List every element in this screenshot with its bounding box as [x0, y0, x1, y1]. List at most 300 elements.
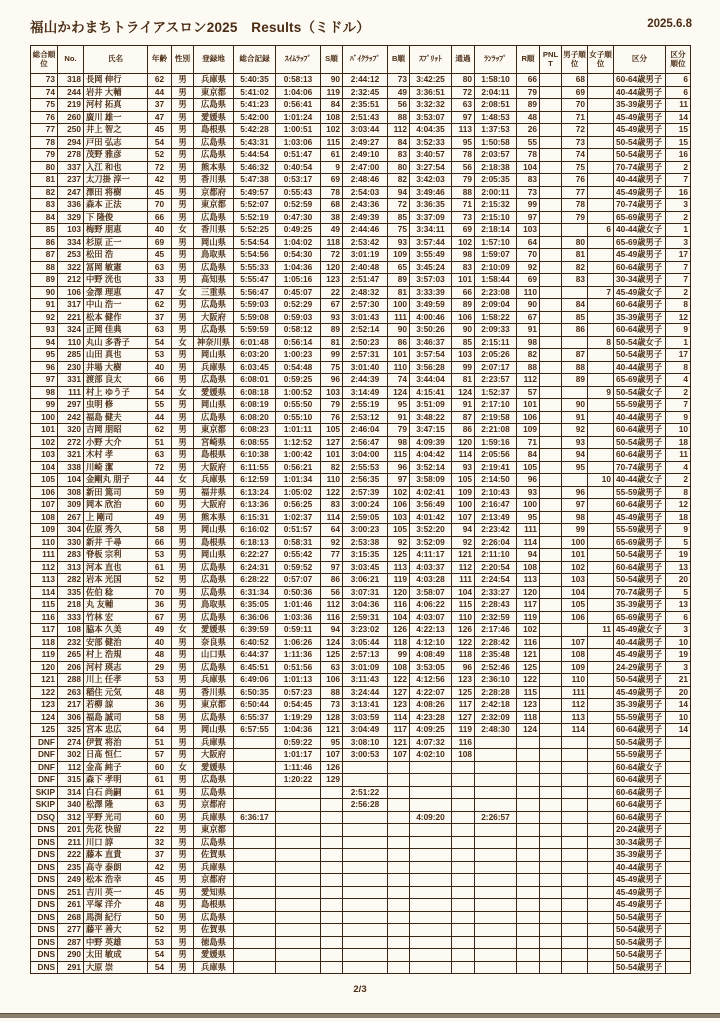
cell [588, 561, 614, 574]
cell [517, 899, 540, 912]
cell: 116 [31, 611, 58, 624]
cell: 3:42:03 [410, 174, 452, 187]
cell: 男 [172, 774, 194, 787]
cell: 88 [321, 686, 343, 699]
cell: 5:43:31 [234, 136, 276, 149]
cell [588, 524, 614, 537]
cell: 0:59:11 [276, 624, 321, 637]
cell: 50-54歳男子 [614, 574, 666, 587]
table-row [31, 661, 691, 674]
cell: 3:05:44 [343, 636, 388, 649]
cell: 55-59歳男子 [614, 486, 666, 499]
cell: 5:54:54 [234, 236, 276, 249]
cell: 22 [321, 286, 343, 299]
cell: 東京都 [194, 86, 234, 99]
column-header: 氏名 [84, 46, 148, 74]
cell: 10 [666, 711, 691, 724]
cell [588, 74, 614, 87]
cell: 108 [562, 649, 588, 662]
cell: 6:03:20 [234, 349, 276, 362]
cell: 3:01:40 [343, 361, 388, 374]
cell: 282 [58, 574, 84, 587]
cell: 5:59:08 [234, 311, 276, 324]
cell: 8 [588, 336, 614, 349]
cell [588, 236, 614, 249]
cell: 4:01:42 [410, 511, 452, 524]
cell: 5:59:03 [234, 299, 276, 312]
cell: 117 [517, 599, 540, 612]
cell: 20-24歳男子 [614, 824, 666, 837]
cell: 92 [562, 424, 588, 437]
cell: 91 [31, 299, 58, 312]
cell: 285 [58, 349, 84, 362]
cell: 6:31:34 [234, 586, 276, 599]
cell [562, 861, 588, 874]
cell: 12 [666, 311, 691, 324]
cell: 53 [148, 549, 172, 562]
cell: 新井 千尋 [84, 536, 148, 549]
cell: 下 隆俊 [84, 211, 148, 224]
cell: 6:08:23 [234, 424, 276, 437]
cell [540, 849, 562, 862]
cell: 6:24:31 [234, 561, 276, 574]
cell: 45-49歳男子 [614, 899, 666, 912]
cell: 40-44歳男子 [614, 861, 666, 874]
cell: 55-59歳男子 [614, 524, 666, 537]
cell [588, 686, 614, 699]
cell: 3:14:49 [343, 386, 388, 399]
cell: 8 [666, 361, 691, 374]
cell [388, 761, 410, 774]
cell: 95 [562, 461, 588, 474]
cell [343, 861, 388, 874]
cell: 127 [388, 686, 410, 699]
cell: 94 [452, 524, 475, 537]
cell: 79 [321, 399, 343, 412]
cell: 2:10:43 [475, 486, 517, 499]
cell [234, 861, 276, 874]
cell: 男 [172, 549, 194, 562]
cell [540, 74, 562, 87]
cell [475, 911, 517, 924]
cell: 2:07:17 [475, 361, 517, 374]
cell: 7 [666, 261, 691, 274]
cell: 90 [31, 286, 58, 299]
cell: 6:28:22 [234, 574, 276, 587]
cell: 114 [452, 449, 475, 462]
cell: 309 [58, 499, 84, 512]
cell: 0:54:30 [276, 249, 321, 262]
cell: 1:04:06 [276, 86, 321, 99]
cell: 318 [58, 74, 84, 87]
cell: 2:15:32 [475, 199, 517, 212]
cell: 1:50:58 [475, 136, 517, 149]
cell: 17 [666, 349, 691, 362]
cell: 102 [562, 561, 588, 574]
cell: 80 [562, 236, 588, 249]
cell: 6:16:02 [234, 524, 276, 537]
cell: 88 [452, 186, 475, 199]
cell [540, 411, 562, 424]
cell: 大阪府 [194, 461, 234, 474]
cell [588, 824, 614, 837]
cell: 6 [588, 224, 614, 237]
cell: 6:08:55 [234, 436, 276, 449]
cell: 93 [517, 486, 540, 499]
cell [588, 899, 614, 912]
cell [410, 849, 452, 862]
cell: 98 [562, 511, 588, 524]
cell [388, 786, 410, 799]
cell: 50-54歳男子 [614, 736, 666, 749]
cell [410, 961, 452, 974]
cell [666, 886, 691, 899]
cell: 312 [58, 811, 84, 824]
results-table-body [31, 74, 691, 974]
cell: 1:48:53 [475, 111, 517, 124]
cell: 井場 大樹 [84, 361, 148, 374]
cell: 119 [321, 86, 343, 99]
cell: 69 [562, 86, 588, 99]
cell [562, 761, 588, 774]
cell: 64 [148, 724, 172, 737]
cell: 3:08:10 [343, 736, 388, 749]
cell: 60-64歳男子 [614, 799, 666, 812]
cell [234, 761, 276, 774]
cell [588, 411, 614, 424]
cell [540, 711, 562, 724]
cell [540, 186, 562, 199]
cell: 男 [172, 74, 194, 87]
cell: 3:42:25 [410, 74, 452, 87]
table-row [31, 611, 691, 624]
cell [540, 936, 562, 949]
cell: 42 [148, 861, 172, 874]
cell: 111 [58, 386, 84, 399]
cell: 1:05:16 [276, 274, 321, 287]
cell: 24-29歳男子 [614, 661, 666, 674]
cell: 60-64歳男子 [614, 424, 666, 437]
cell: 1:52:37 [475, 386, 517, 399]
cell: 302 [58, 749, 84, 762]
cell: 1:58:22 [475, 311, 517, 324]
cell: 89 [517, 99, 540, 112]
cell: 324 [58, 324, 84, 337]
cell: 283 [58, 549, 84, 562]
cell: 脇本 久美 [84, 624, 148, 637]
cell: 大阪府 [194, 499, 234, 512]
cell: 1:04:02 [276, 236, 321, 249]
cell: 83 [388, 149, 410, 162]
cell [540, 199, 562, 212]
cell: 男 [172, 261, 194, 274]
cell: 98 [388, 436, 410, 449]
table-row [31, 911, 691, 924]
cell: 74 [31, 86, 58, 99]
cell [388, 886, 410, 899]
cell [588, 749, 614, 762]
cell: 95 [321, 736, 343, 749]
cell: 65-69歳男子 [614, 611, 666, 624]
cell: DSQ [31, 811, 58, 824]
table-row [31, 161, 691, 174]
cell [517, 786, 540, 799]
cell: 3:00:24 [343, 499, 388, 512]
cell: 113 [452, 124, 475, 137]
cell: 2:05:35 [475, 174, 517, 187]
cell: 51 [148, 736, 172, 749]
cell: 13 [666, 561, 691, 574]
cell: 3:24:44 [343, 686, 388, 699]
cell [588, 161, 614, 174]
cell: 男 [172, 436, 194, 449]
column-header: 登録地 [194, 46, 234, 74]
cell [588, 574, 614, 587]
cell: 2:48:30 [475, 724, 517, 737]
column-header: ｽﾌﾟﾘｯﾄ [410, 46, 452, 74]
cell: 251 [58, 886, 84, 899]
cell [562, 786, 588, 799]
cell: 45 [148, 186, 172, 199]
cell [666, 924, 691, 937]
cell: 2:26:04 [475, 536, 517, 549]
cell: 3:36:35 [410, 199, 452, 212]
table-row [31, 86, 691, 99]
cell: 16 [666, 186, 691, 199]
cell [321, 874, 343, 887]
cell: 108 [58, 624, 84, 637]
cell: 3:57:54 [410, 349, 452, 362]
table-row [31, 486, 691, 499]
cell: 126 [321, 761, 343, 774]
cell: 男 [172, 724, 194, 737]
cell: 69 [452, 224, 475, 237]
cell [321, 849, 343, 862]
cell: 109 [452, 486, 475, 499]
cell: 109 [388, 249, 410, 262]
cell: 86 [31, 236, 58, 249]
cell: 263 [58, 686, 84, 699]
cell: 4:04:35 [410, 124, 452, 137]
cell [588, 174, 614, 187]
cell [517, 849, 540, 862]
cell: 1:01:17 [276, 749, 321, 762]
cell: 6:55:37 [234, 711, 276, 724]
cell: 90 [388, 324, 410, 337]
cell: 6 [666, 611, 691, 624]
cell: 2:28:28 [475, 686, 517, 699]
cell: 106 [321, 674, 343, 687]
cell: 2:00:11 [475, 186, 517, 199]
cell [540, 461, 562, 474]
cell: 105 [31, 474, 58, 487]
cell: 63 [148, 799, 172, 812]
cell [540, 324, 562, 337]
cell [452, 761, 475, 774]
cell: 4:22:07 [410, 686, 452, 699]
table-row [31, 174, 691, 187]
cell: 49 [388, 86, 410, 99]
cell: 2:21:08 [475, 424, 517, 437]
cell: 4:12:56 [410, 674, 452, 687]
cell: 井上 智之 [84, 124, 148, 137]
cell: 平塚 洋介 [84, 899, 148, 912]
cell [475, 886, 517, 899]
cell: 佐原 秀久 [84, 524, 148, 537]
cell: 6:49:06 [234, 674, 276, 687]
cell: 58 [148, 524, 172, 537]
cell [588, 549, 614, 562]
cell: 108 [517, 561, 540, 574]
cell: 113 [562, 711, 588, 724]
cell [475, 736, 517, 749]
cell: 4:09:39 [410, 436, 452, 449]
cell: 男 [172, 711, 194, 724]
cell: 40-44歳男子 [614, 361, 666, 374]
table-row [31, 836, 691, 849]
cell: 1:01:24 [276, 111, 321, 124]
cell: 2:03:57 [475, 149, 517, 162]
cell: 6:45:51 [234, 661, 276, 674]
cell [343, 761, 388, 774]
cell: 52 [148, 924, 172, 937]
table-row [31, 936, 691, 949]
cell: 40-44歳女子 [614, 224, 666, 237]
cell [588, 736, 614, 749]
cell: 35-39歳男子 [614, 311, 666, 324]
cell: 2 [666, 286, 691, 299]
cell [540, 311, 562, 324]
cell: 1:00:52 [276, 386, 321, 399]
cell: 113 [388, 561, 410, 574]
cell: 3:00:23 [343, 524, 388, 537]
cell: 男 [172, 136, 194, 149]
cell: 梅野 朋恵 [84, 224, 148, 237]
cell: 92 [452, 536, 475, 549]
cell: 106 [58, 286, 84, 299]
cell: 吉川 英一 [84, 886, 148, 899]
cell: 14 [666, 111, 691, 124]
cell: 124 [388, 386, 410, 399]
cell [588, 86, 614, 99]
cell: 1 [666, 336, 691, 349]
cell: 111 [388, 311, 410, 324]
cell: 112 [31, 561, 58, 574]
cell: 119 [31, 649, 58, 662]
cell: 15 [666, 124, 691, 137]
cell: 金髙 純子 [84, 761, 148, 774]
cell: 107 [31, 499, 58, 512]
cell [234, 949, 276, 962]
cell: 6:08:18 [234, 386, 276, 399]
cell: 熊本県 [194, 511, 234, 524]
cell: 1:58:44 [475, 274, 517, 287]
cell [452, 949, 475, 962]
cell: 男 [172, 349, 194, 362]
cell: 河村 拓真 [84, 99, 148, 112]
cell: 102 [31, 436, 58, 449]
cell: 島根県 [194, 536, 234, 549]
cell: 59 [148, 486, 172, 499]
cell: 99 [452, 361, 475, 374]
cell [343, 949, 388, 962]
cell: 54 [148, 386, 172, 399]
cell: 男 [172, 449, 194, 462]
cell: 0:52:59 [276, 199, 321, 212]
cell: 男 [172, 411, 194, 424]
cell [388, 799, 410, 812]
cell: 2:51:47 [343, 274, 388, 287]
cell: 0:55:42 [276, 549, 321, 562]
cell [475, 949, 517, 962]
cell [588, 711, 614, 724]
cell: 106 [388, 499, 410, 512]
cell [540, 774, 562, 787]
cell: 44 [148, 411, 172, 424]
cell: 86 [321, 574, 343, 587]
cell [562, 936, 588, 949]
cell: 51 [148, 436, 172, 449]
cell: 119 [388, 574, 410, 587]
cell: DNS [31, 924, 58, 937]
cell: 0:56:21 [276, 461, 321, 474]
cell: 男 [172, 961, 194, 974]
cell: 戸田 弘志 [84, 136, 148, 149]
cell: 55-59歳男子 [614, 399, 666, 412]
cell: 37 [148, 849, 172, 862]
cell: 315 [58, 774, 84, 787]
cell: 17 [666, 249, 691, 262]
cell: 117 [31, 624, 58, 637]
cell: 30-34歳男子 [614, 836, 666, 849]
cell: 男 [172, 874, 194, 887]
cell [343, 961, 388, 974]
cell [388, 836, 410, 849]
cell: 広島県 [194, 586, 234, 599]
cell [410, 911, 452, 924]
cell: 佐賀県 [194, 849, 234, 862]
cell: 70 [517, 249, 540, 262]
cell: 3 [666, 236, 691, 249]
cell: 1:57:10 [475, 236, 517, 249]
cell: 35-39歳男子 [614, 699, 666, 712]
cell: 6 [666, 86, 691, 99]
cell: 261 [58, 899, 84, 912]
cell [540, 536, 562, 549]
cell: 山口県 [194, 649, 234, 662]
cell: 13 [666, 599, 691, 612]
cell [410, 761, 452, 774]
cell: 鳥取県 [194, 599, 234, 612]
cell: 73 [452, 211, 475, 224]
cell [517, 936, 540, 949]
cell: 70-74歳男子 [614, 461, 666, 474]
cell: 0:58:13 [276, 74, 321, 87]
cell: 36 [148, 599, 172, 612]
cell: 上 剛司 [84, 511, 148, 524]
cell: 104 [562, 586, 588, 599]
cell: 男 [172, 686, 194, 699]
cell [410, 799, 452, 812]
table-row [31, 586, 691, 599]
cell: 50 [148, 911, 172, 924]
cell: 40 [148, 636, 172, 649]
cell: 111 [452, 574, 475, 587]
cell: 3:49:59 [410, 299, 452, 312]
cell: 3:52:20 [410, 524, 452, 537]
cell: 62 [148, 74, 172, 87]
cell [276, 786, 321, 799]
